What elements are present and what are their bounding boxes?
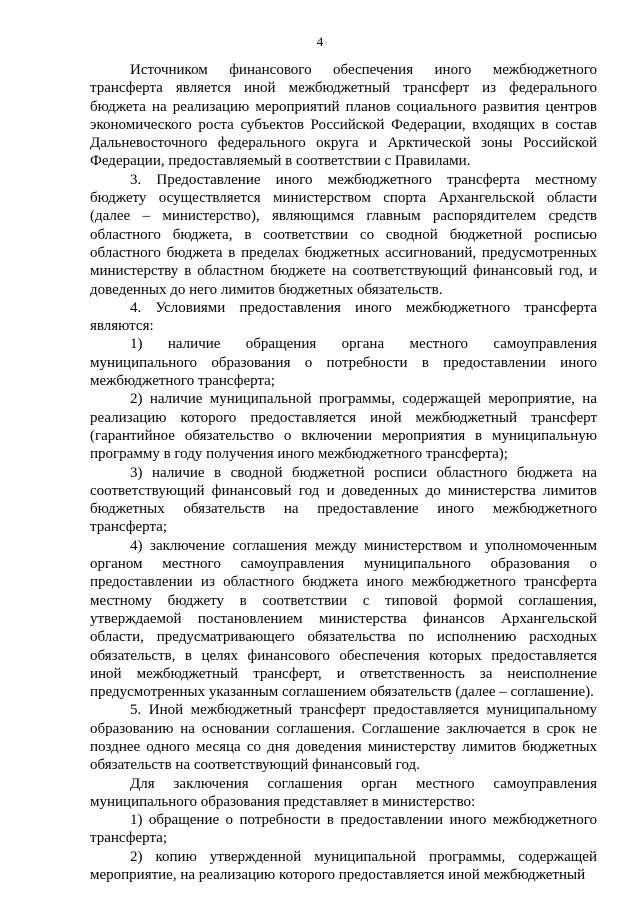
paragraph-agreement-documents: Для заключения соглашения орган местного самоуправления муниципального образования представляет в министерство: (90, 775, 597, 810)
paragraph-funding-source: Источником финансового обеспечения иного межбюджетного трансферта является иной межбюджетный трансферт из федерального бюджета на реализацию мероприятий планов социального развития центров экономического роста субъектов Российской Федерации, входящих в состав Дальневосточного федерального округа и Арктической зоны Российской Федерации, предоставляемый в соответствии с Правилами. (90, 62, 597, 170)
list-item-document-1: 1) обращение о потребности в предоставлении иного межбюджетного трансферта; (90, 812, 597, 847)
list-item-document-2: 2) копию утвержденной муниципальной программы, содержащей мероприятие, на реализацию которого предоставляется иной межбюджетный (90, 848, 597, 884)
page-number: 4 (316, 34, 324, 49)
list-item-condition-3: 3) наличие в сводной бюджетной росписи областного бюджета на соответствующий финансовый год и доведенных до министерства лимитов бюджетных обязательств на предоставление иного межбюджетного трансферта; (90, 464, 597, 536)
list-item-condition-1: 1) наличие обращения органа местного самоуправления муниципального образования о потребности в предоставлении иного межбюджетного трансферта; (90, 336, 597, 390)
paragraph-clause-4: 4. Условиями предоставления иного межбюджетного трансферта являются: (90, 299, 597, 335)
paragraph-clause-3: 3. Предоставление иного межбюджетного трансферта местному бюджету осуществляется министерством спорта Архангельской области (далее – министерство), являющимся главным распорядителем средств областного бюджета, в соответствии со сводной бюджетной росписью областного бюджета в пределах бюджетных ассигнований, предусмотренных министерству в областном бюджете на соответствующий финансовый год, и доведенных до него лимитов бюджетных обязательств. (90, 171, 597, 298)
list-item-condition-4: 4) заключение соглашения между министерством и уполномоченным органом местного самоуправления муниципального образования о предоставлении из областного бюджета иного межбюджетного трансферта местному бюджету в соответствии с типовой формой соглашения, утверждаемой постановлением министерства финансов Архангельской области, предусматривающего обязательства по исполнению расходных обязательств, в целях финансового обеспечения которых предоставляется иной межбюджетный трансферт, и ответственность за неисполнение предусмотренных указанным соглашением обязательств (далее – соглашение). (90, 537, 597, 701)
document-body (90, 61, 597, 884)
list-item-condition-2: 2) наличие муниципальной программы, содержащей мероприятие, на реализацию которого предоставляется иной межбюджетный трансферт (гарантийное обязательство о включении мероприятия в муниципальную программу в году получения иного межбюджетного трансферта); (90, 391, 597, 463)
paragraph-clause-5: 5. Иной межбюджетный трансферт предоставляется муниципальному образованию на основании соглашения. Соглашение заключается в срок не позднее одного месяца со дня доведения министерству лимитов бюджетных обязательств на соответствующий финансовый год. (90, 702, 597, 774)
